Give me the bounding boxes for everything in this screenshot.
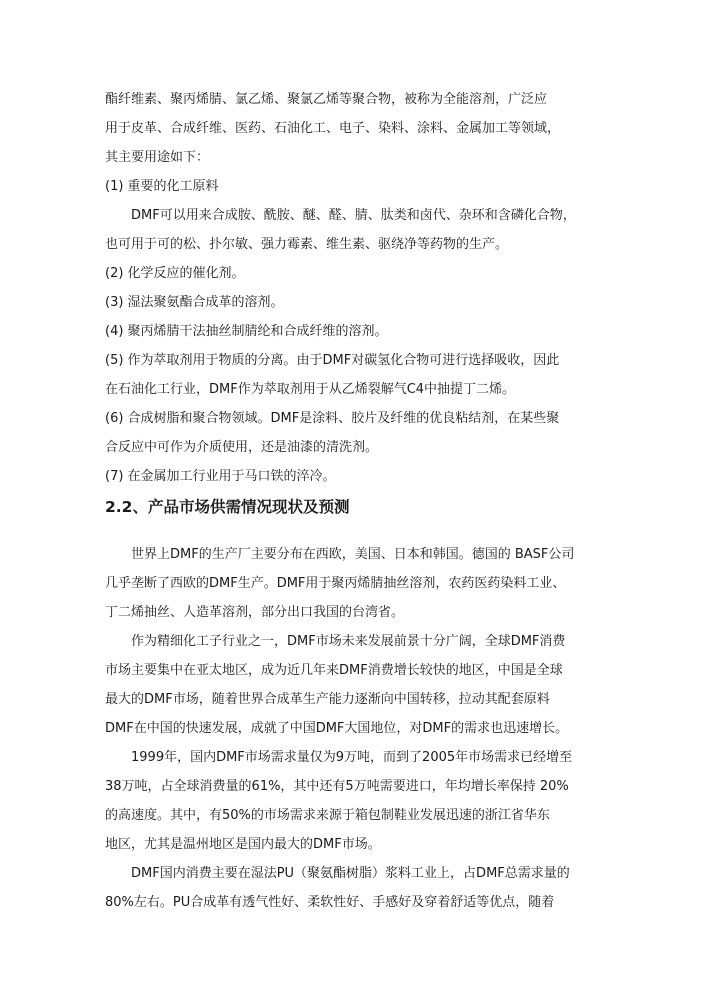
- text-line: 38万吨，占全球消费量的61%，其中还有5万吨需要进口，年均增长率保持 20%: [105, 779, 569, 794]
- use-item-3: (3) 湿法聚氨酯合成革的溶剂。: [105, 295, 284, 310]
- text-line: 其主要用途如下：: [105, 150, 210, 165]
- use-item-6: 合反应中可作为介质使用，还是油漆的清洗剂。: [105, 440, 379, 455]
- text-line: 世界上DMF的生产厂主要分布在西欧，美国、日本和韩国。德国的 BASF公司: [131, 547, 575, 562]
- text-line: 市场主要集中在亚太地区，成为近几年来DMF消费增长较快的地区，中国是全球: [105, 663, 563, 678]
- use-item-7: (7) 在金属加工行业用于马口铁的淬冷。: [105, 469, 336, 484]
- use-item-1-text: DMF可以用来合成胺、酰胺、醚、醛、腈、肽类和卤代、杂环和含磷化合物，: [131, 208, 576, 223]
- uses-list: [105, 172, 605, 491]
- use-item-1-title: (1) 重要的化工原料: [105, 179, 219, 194]
- market-paragraph-3: [105, 743, 605, 859]
- text-line: 1999年，国内DMF市场需求量仅为9万吨，而到了2005年市场需求已经增至: [131, 750, 573, 765]
- intro-paragraph: [105, 85, 605, 172]
- text-line: DMF在中国的快速发展，成就了中国DMF大国地位，对DMF的需求也迅速增长。: [105, 721, 569, 736]
- text-line: DMF国内消费主要在湿法PU（聚氨酯树脂）浆料工业上，占DMF总需求量的: [131, 866, 570, 881]
- use-item-2: (2) 化学反应的催化剂。: [105, 266, 245, 281]
- use-item-1-text: 也可用于可的松、扑尔敏、强力霉素、维生素、驱绕净等药物的生产。: [105, 237, 509, 252]
- text-line: 用于皮革、合成纤维、医药、石油化工、电子、染料、涂料、金属加工等领域，: [105, 121, 561, 136]
- market-paragraph-1: [105, 540, 605, 627]
- text-line: 几乎垄断了西欧的DMF生产。DMF用于聚丙烯腈抽丝溶剂，农药医药染料工业、: [105, 576, 566, 591]
- text-line: 的高速度。其中，有50%的市场需求来源于箱包制鞋业发展迅速的浙江省华东: [105, 808, 550, 823]
- use-item-6: (6) 合成树脂和聚合物领域。DMF是涂料、胶片及纤维的优良粘结剂，在某些聚: [105, 411, 560, 426]
- section-heading: 2.2、产品市场供需情况现状及预测: [105, 498, 350, 516]
- text-line: 作为精细化工子行业之一，DMF市场未来发展前景十分广阔，全球DMF消费: [131, 634, 566, 649]
- use-item-4: (4) 聚丙烯腈干法抽丝制腈纶和合成纤维的溶剂。: [105, 324, 388, 339]
- market-paragraph-2: [105, 627, 605, 743]
- text-line: 丁二烯抽丝、人造革溶剂，部分出口我国的台湾省。: [105, 605, 405, 620]
- text-line: 80%左右。PU合成革有透气性好、柔软性好、手感好及穿着舒适等优点，随着: [105, 895, 555, 910]
- use-item-5: 在石油化工行业，DMF作为萃取剂用于从乙烯裂解气C4中抽提丁二烯。: [105, 382, 516, 397]
- text-line: 地区，尤其是温州地区是国内最大的DMF市场。: [105, 837, 381, 852]
- market-paragraph-4: [105, 859, 605, 917]
- text-line: 酯纤维素、聚丙烯腈、氯乙烯、聚氯乙烯等聚合物，被称为全能溶剂，广泛应: [105, 92, 548, 107]
- use-item-5: (5) 作为萃取剂用于物质的分离。由于DMF对碳氢化合物可进行选择吸收，因此: [105, 353, 560, 368]
- text-line: 最大的DMF市场，随着世界合成革生产能力逐渐向中国转移，拉动其配套原料: [105, 692, 550, 707]
